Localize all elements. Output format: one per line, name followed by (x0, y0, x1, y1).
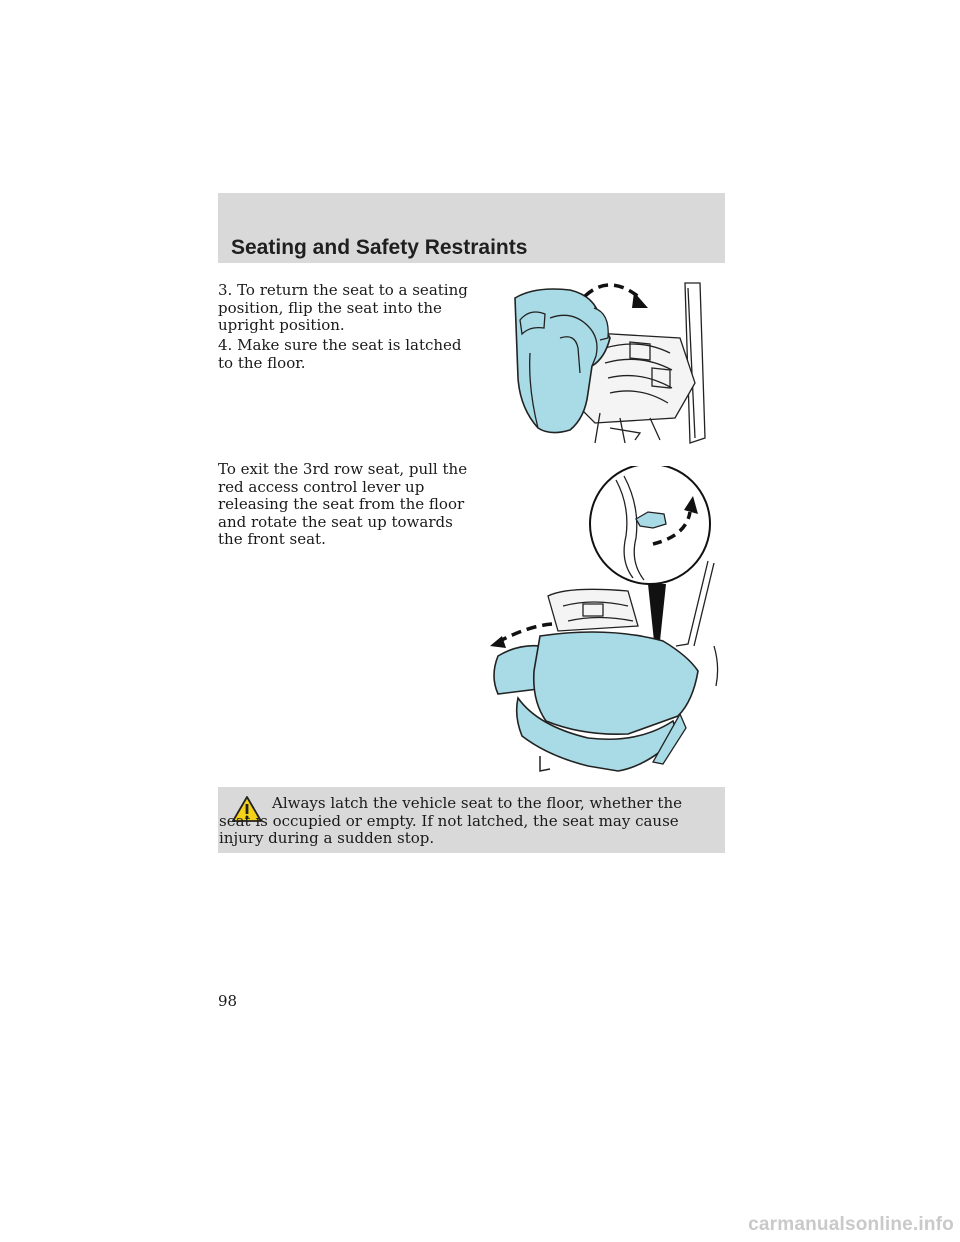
warning-box (218, 787, 725, 853)
exit-instructions-text: To exit the 3rd row seat, pull the red access control lever up releasing the seat from the floor and rotate the seat up towards the front seat. (218, 460, 468, 548)
section-title: Seating and Safety Restraints (231, 236, 528, 259)
warning-text: Always latch the vehicle seat to the floor, whether the seat is occupied or empty. If not latched, the seat may cause injury during a sudden stop. (219, 794, 682, 847)
step-3-text: 3. To return the seat to a seating position, flip the seat into the upright position. (218, 281, 468, 334)
page-number: 98 (218, 992, 238, 1010)
step-4-text: 4. Make sure the seat is latched to the floor. (218, 336, 462, 372)
seat-exit-illustration (488, 466, 720, 776)
footer-watermark: carmanualsonline.info (748, 1214, 954, 1235)
seat-upright-illustration (500, 278, 712, 448)
